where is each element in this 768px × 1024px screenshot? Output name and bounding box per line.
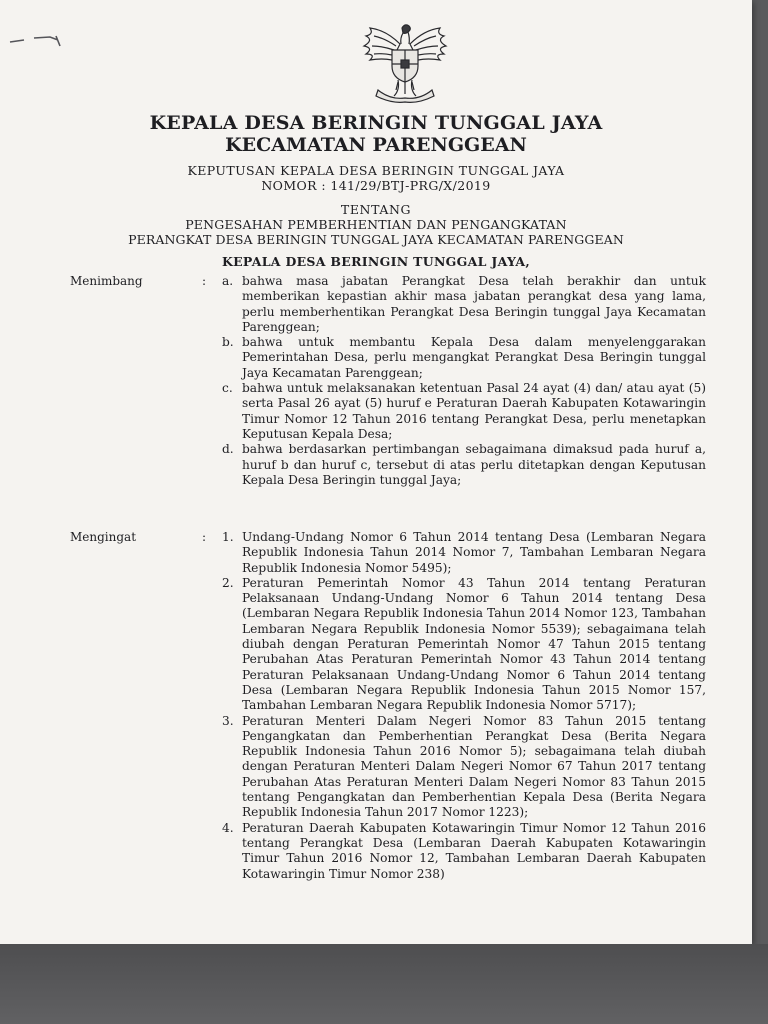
list-marker: 2.	[222, 575, 234, 590]
list-item	[222, 530, 706, 576]
decree-heading: KEPUTUSAN KEPALA DESA BERINGIN TUNGGAL JAYA	[187, 163, 565, 178]
list-item	[222, 576, 706, 714]
list-item	[222, 335, 706, 381]
list-item-text: Peraturan Daerah Kabupaten Kotawaringin Timur Nomor 12 Tahun 2016 tentang Perangkat Desa (Lembaran Daerah Kabupaten Kotawaringin Timur Tahun 2016 Nomor 12, Tambahan Lembaran Daerah Kabupaten Kotawaringin Timur Nomor 238)	[242, 820, 706, 881]
list-item	[222, 714, 706, 821]
mengingat-label: Mengingat	[70, 530, 137, 544]
list-item-text: bahwa untuk melaksanakan ketentuan Pasal 24 ayat (4) dan/ atau ayat (5) serta Pasal 26 ayat (5) huruf e Peraturan Daerah Kabupaten Kotawaringin Timur Nomor 12 Tahun 2016 tentang Perangkat Desa, perlu menetapkan Keputusan Kepala Desa;	[242, 381, 706, 441]
list-item	[222, 274, 706, 335]
list-marker: 4.	[222, 820, 234, 835]
list-item-text: Undang-Undang Nomor 6 Tahun 2014 tentang Desa (Lembaran Negara Republik Indonesia Tahun 2014 Nomor 7, Tambahan Lembaran Negara Republik Indonesia Nomor 5495);	[242, 530, 706, 575]
menimbang-list	[222, 274, 706, 488]
list-item	[222, 381, 706, 442]
list-marker: d.	[222, 442, 234, 457]
decree-number: NOMOR : 141/29/BTJ-PRG/X/2019	[261, 178, 491, 193]
scan-artifact-mark	[6, 30, 66, 54]
list-marker: 1.	[222, 530, 234, 544]
list-marker: b.	[222, 335, 234, 350]
decree-subject-line1: PENGESAHAN PEMBERHENTIAN DAN PENGANGKATAN	[185, 217, 567, 232]
list-item-text: Peraturan Menteri Dalam Negeri Nomor 83 Tahun 2015 tentang Pengangkatan dan Pemberhentian Perangkat Desa (Berita Negara Republik Indonesia Tahun 2016 Nomor 5); sebagaimana telah diubah dengan Peraturan Menteri Dalam Negeri Nomor 67 Tahun 2017 tentang Perubahan Atas Peraturan Menteri Dalam Negeri Nomor 83 Tahun 2015 tentang Pengangkatan dan Pemberhentian Kepala Desa (Berita Negara Republik Indonesia Tahun 2017 Nomor 1223);	[242, 713, 706, 820]
list-marker: 3.	[222, 713, 234, 728]
decree-subject-line2: PERANGKAT DESA BERINGIN TUNGGAL JAYA KECAMATAN PARENGGEAN	[128, 232, 624, 247]
garuda-emblem-icon	[356, 20, 454, 104]
district-title: KECAMATAN PARENGGEAN	[225, 134, 527, 156]
scanner-background	[0, 944, 768, 1024]
list-item-text: Peraturan Pemerintah Nomor 43 Tahun 2014 tentang Peraturan Pelaksanaan Undang-Undang Nomor 6 Tahun 2014 tentang Desa (Lembaran Negara Republik Indonesia Tahun 2014 Nomor 123, Tambahan Lembaran Negara Republik Indonesia Nomor 5539); sebagaimana telah diubah dengan Peraturan Pemerintah Nomor 47 Tahun 2015 tentang Perubahan Atas Peraturan Pemerintah Nomor 43 Tahun 2014 tentang Peraturan Pelaksanaan Undang-Undang Nomor 6 Tahun 2014 tentang Desa (Lembaran Negara Republik Indonesia Tahun 2015 Nomor 157, Tambahan Lembaran Negara Republik Indonesia Nomor 5717);	[242, 575, 706, 713]
mengingat-list	[222, 530, 706, 882]
list-item-text: bahwa berdasarkan pertimbangan sebagaimana dimaksud pada huruf a, huruf b dan huruf c, tersebut di atas perlu ditetapkan dengan Keputusan Kepala Desa Beringin tunggal Jaya;	[242, 442, 706, 487]
official-title: KEPALA DESA BERINGIN TUNGGAL JAYA,	[221, 254, 531, 269]
list-item-text: bahwa masa jabatan Perangkat Desa telah berakhir dan untuk memberikan kepastian akhir masa jabatan perangkat desa yang lama, perlu memberhentikan Perangkat Desa Beringin tunggal Jaya Kecamatan Parenggean;	[242, 274, 706, 334]
list-item	[222, 442, 706, 488]
list-item	[222, 821, 706, 882]
mengingat-colon: :	[202, 530, 207, 544]
list-marker: a.	[222, 274, 234, 288]
tentang-heading: TENTANG	[340, 202, 412, 217]
list-marker: c.	[222, 381, 233, 396]
menimbang-colon: :	[202, 274, 207, 288]
institution-title: KEPALA DESA BERINGIN TUNGGAL JAYA	[149, 112, 603, 134]
list-item-text: bahwa untuk membantu Kepala Desa dalam menyelenggarakan Pemerintahan Desa, perlu mengangkat Perangkat Desa Beringin tunggal Jaya Kecamatan Parenggean;	[242, 335, 706, 380]
menimbang-label: Menimbang	[70, 274, 143, 288]
